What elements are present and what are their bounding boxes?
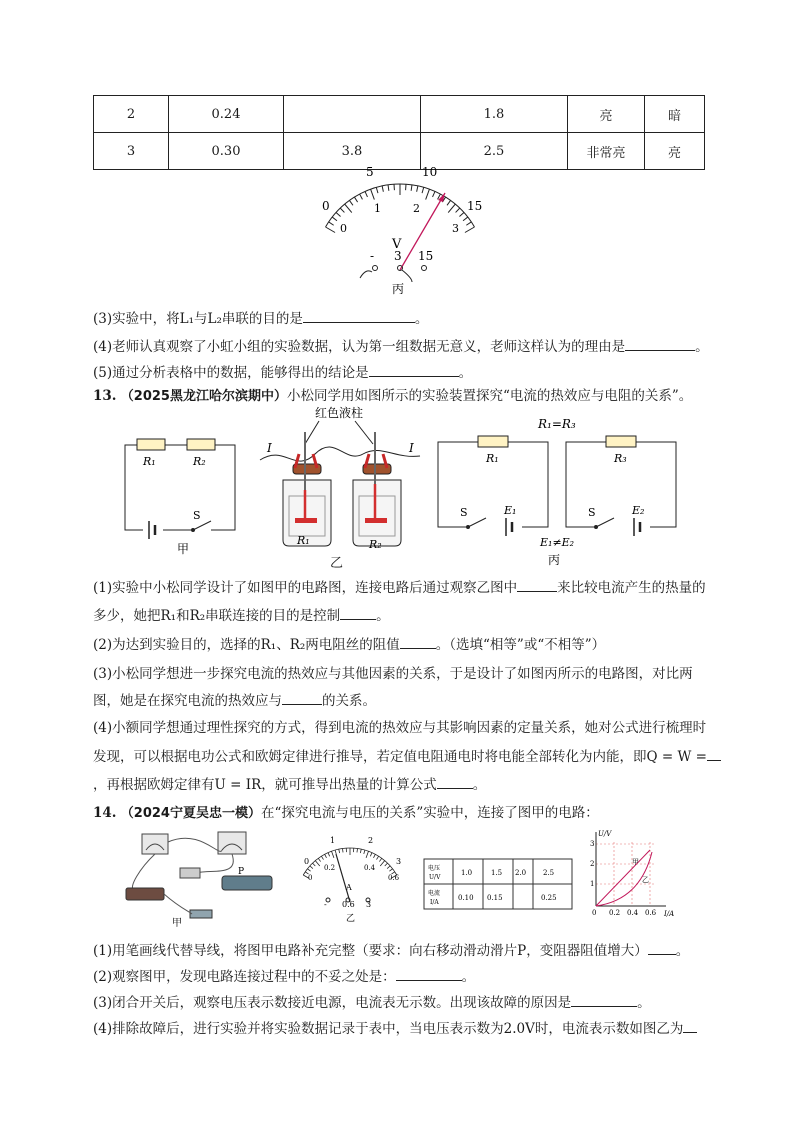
table-cell: 2.5 [543,869,555,877]
label-r3: R₃ [614,452,627,465]
scale-tick [332,851,334,858]
voltmeter-bottom-label: 3 [452,222,459,235]
terminal-icon [373,266,378,271]
ammeter-top-label: 2 [368,836,374,845]
figure-caption: 甲 [177,542,190,555]
answer-blank[interactable] [340,605,376,620]
terminal-label: - [370,249,375,263]
label-r1: R₁ [486,452,499,465]
q14-item4: (4)排除故障后，进行实验并将实验数据记录于表中，当电压表示数为2.0V时，电流表示数如图乙为 [93,1018,697,1039]
figure-caption: 丙 [548,553,561,567]
resistor-r1-icon [478,436,508,447]
scale-tick [389,869,392,871]
scale-tick [332,217,337,221]
table-cell: 亮 [568,96,645,133]
answer-blank[interactable] [517,577,557,592]
label-red-liquid: 红色液柱 [315,406,364,420]
answer-blank[interactable] [707,746,721,761]
q12-item3: (3)实验中，将L₁与L₂串联的目的是 。 [93,308,428,329]
terminal-label: 0.6 [342,900,355,909]
q14-data-table [423,858,573,910]
scale-tick [357,849,358,853]
scale-tick [463,217,468,221]
label-s: S [588,506,596,519]
scale-tick [328,853,330,857]
scale-tick [380,861,384,866]
table-cell: 1.5 [491,869,503,877]
bottle-r2-icon [353,432,401,546]
q14-stem [93,803,599,824]
wire-icon [402,270,412,282]
table-row [94,96,705,133]
label-r1: R₁ [143,455,156,468]
wire [168,838,222,851]
question-number: 14. [93,805,117,821]
current-label-right: I [409,441,414,455]
voltmeter-unit: V [392,237,402,252]
scale-tick [336,212,340,216]
scale-tick [326,227,336,233]
answer-blank[interactable] [282,690,322,705]
q13-item4: (4)小额同学想通过理性探究的方式，得到电流的热效应与其影响因素的定量关系，她对公式进行梳理时 [93,720,707,736]
resistor-r1-icon [137,439,165,450]
circuit-jia [115,425,245,555]
question-source: （2024宁夏吴忠一模） [120,806,261,821]
answer-blank[interactable] [648,940,676,955]
scale-tick [360,849,361,853]
scale-tick [411,185,412,191]
q14-item3: (3)闭合开关后，观察电压表示数接近电源，电流表无示数。出现该故障的原因是 。 [93,992,651,1013]
label-r1: R₁ [297,534,310,547]
scale-tick [342,849,343,853]
table-header: 电流 [428,890,441,897]
scale-tick [376,856,378,859]
answer-blank[interactable] [683,1018,697,1033]
scale-tick [422,187,424,193]
scale-tick [325,854,327,858]
y-tick-label: 2 [590,860,595,868]
answer-blank[interactable] [571,992,637,1007]
label-p: P [238,867,245,877]
ammeter-figure [288,832,414,924]
voltmeter-top-label: 10 [422,165,438,179]
scale-tick [354,197,357,202]
answer-blank[interactable] [369,362,459,377]
scale-tick [371,189,375,199]
table-header: U/V [429,874,441,881]
x-tick-label: 0.2 [609,909,621,917]
table-header: I/A [430,899,439,906]
figure-caption: 乙 [346,914,356,924]
table-cell: 2.5 [421,133,568,170]
table-cell: 2.0 [515,869,527,877]
terminal-label: 3 [394,249,402,263]
current-label-left: I [267,441,272,455]
table-cell [284,96,421,133]
scale-tick [366,851,368,858]
scale-tick [426,189,430,199]
table-cell: 暗 [645,96,705,133]
scale-tick [340,208,344,212]
scale-tick [465,227,475,233]
q13-item3-cont: 图，她是在探究电流的热效应与 的关系。 [93,690,376,711]
q13-item4-cont: 发现，可以根据电功公式和欧姆定律进行推导，若定值电阻通电时将电能全部转化为内能，即Q = W = [93,746,721,767]
scale-tick [370,853,372,857]
answer-blank[interactable] [303,308,415,323]
ammeter-pointer [336,854,350,902]
table-cell: 0.10 [458,894,474,902]
terminal-label: 3 [366,900,372,909]
table-header: 电压 [428,865,441,872]
scale-tick [312,863,315,866]
x-tick-label: 0.4 [627,909,639,917]
label-e1: E₁ [504,504,517,517]
wire [164,894,192,914]
resistor-r2-icon [187,439,215,450]
wire-icon [360,271,372,278]
resistor-icon [180,868,200,878]
switch-icon [190,910,212,918]
table-cell: 非常亮 [568,133,645,170]
label-r2: R₂ [369,538,382,551]
series-label-jia: 甲 [632,858,639,866]
scale-tick [345,204,352,212]
x-tick-label: 0.6 [645,909,657,917]
scale-tick [466,222,471,225]
scale-tick [382,186,383,192]
u-i-graph [580,828,680,920]
scale-tick [365,191,367,196]
answer-blank[interactable] [400,634,436,649]
scale-tick [448,204,455,212]
table-cell: 1.8 [421,96,568,133]
voltmeter-bottom-label: 1 [374,202,381,215]
scale-tick [456,208,460,212]
table-cell: 0.15 [487,894,503,902]
scale-tick [388,185,389,191]
battery-icon [126,888,164,900]
terminal-icon [422,266,427,271]
ammeter-top-label: 1 [330,836,336,845]
table-cell: 亮 [645,133,705,170]
figure-caption: 甲 [172,918,182,928]
scale-tick [433,191,435,196]
table-cell: 0.25 [541,894,557,902]
question-source: （2025黑龙江哈尔滨期中） [120,389,287,404]
x-tick-label: 0 [592,909,597,917]
scale-tick [417,186,418,192]
question-number: 13. [93,388,117,404]
ammeter-bottom-label: 0.6 [388,874,400,882]
answer-blank[interactable] [625,336,695,351]
x-axis-label: I/A [664,910,675,918]
apparatus-yi [255,404,425,554]
q14-item1: (1)用笔画线代替导线，将图甲电路补充完整（要求：向右移动滑动滑片P，变阻器阻值增大） 。 [93,940,689,961]
label-r2: R₂ [193,455,206,468]
ammeter-bottom-label: 0.2 [324,864,336,872]
label-r1-equals-r3: R₁=R₃ [538,417,576,431]
label-e2: E₂ [632,504,645,517]
table-cell: 2 [94,96,169,133]
scale-tick [321,856,323,859]
answer-blank[interactable] [437,774,473,789]
q13-item4-cont2: ，再根据欧姆定律有U = IR，就可推导出热量的计算公式 。 [93,774,486,795]
wire [132,854,155,890]
terminal-label: 15 [418,249,434,263]
scale-tick [387,866,390,869]
scale-tick [329,222,334,225]
table-cell: 1.0 [461,869,473,877]
scale-tick [335,850,336,854]
table-cell: 3 [94,133,169,170]
results-table [93,95,705,170]
question-stem: 在“探究电流与电压的关系”实验中，连接了图甲的电路： [260,805,599,821]
apparatus-jia [120,828,280,928]
y-tick-label: 3 [590,840,595,848]
figure-caption: 乙 [330,556,344,571]
y-axis-label: U/V [598,830,612,838]
terminal-label: - [324,900,327,909]
table-cell: 3.8 [284,133,421,170]
q13-item2: (2)为达到实验目的，选择的R₁、R₂两电阻丝的阻值 。（选填“相等”或“不相等”） [93,634,605,655]
y-tick-label: 1 [590,880,595,888]
bottle-r1-icon [283,432,331,546]
figure-caption: 丙 [392,282,405,296]
series-label-yi: 乙 [642,876,649,884]
scale-tick [307,869,310,871]
ammeter-bottom-label: 0.4 [364,864,376,872]
label-s: S [193,509,201,522]
ammeter-top-label: 0 [304,857,310,866]
rheostat-icon [222,876,272,890]
connecting-wire [260,447,420,461]
q14-item2: (2)观察图甲，发现电路连接过程中的不妥之处是： 。 [93,966,475,987]
scale-tick [459,212,463,216]
table-cell: 0.30 [169,133,284,170]
scale-tick [373,854,375,858]
label-e1-neq-e2: E₁≠E₂ [540,536,575,549]
resistor-r3-icon [606,436,636,447]
scale-tick [447,200,451,205]
q12-item5: (5)通过分析表格中的数据，能够得出的结论是 。 [93,362,472,383]
ammeter-unit: A [346,883,352,892]
scale-tick [315,861,319,866]
circuit-wire [125,445,235,530]
scale-tick [339,849,340,853]
scale-tick [364,850,365,854]
scale-tick [318,858,320,861]
q13-item1-cont: 多少，她把R₁和R₂串联连接的目的是控制 。 [93,605,390,626]
q12-item4: (4)老师认真观察了小虹小组的实验数据，认为第一组数据无意义，老师这样认为的理由是 。 [93,336,709,357]
circuit-bing [430,412,685,567]
ammeter-top-label: 3 [396,857,402,866]
voltmeter-top-label: 5 [366,165,374,179]
voltmeter-bottom-label: 2 [413,202,420,215]
question-stem: 小松同学用如图所示的实验装置探究“电流的热效应与电阻的关系”。 [286,388,693,404]
voltmeter-top-label: 15 [467,199,483,213]
voltmeter-top-label: 0 [322,199,330,213]
ammeter-scale [303,848,397,879]
voltmeter-bottom-label: 0 [340,222,347,235]
scale-tick [379,858,381,861]
table-cell: 0.24 [169,96,284,133]
q13-item1: (1)实验中小松同学设计了如图甲的电路图，连接电路后通过观察乙图中 来比较电流产生的热量的 [93,577,706,598]
scale-tick [360,194,363,199]
voltmeter-figure [300,160,500,300]
scale-tick [349,200,353,205]
label-s: S [460,506,468,519]
answer-blank[interactable] [396,966,462,981]
ammeter-bottom-label: 0 [308,874,313,882]
scale-tick [376,187,378,193]
scale-tick [310,866,313,869]
scale-tick [385,863,388,866]
q13-item3: (3)小松同学想进一步探究电流的热效应与其他因素的关系，于是设计了如图丙所示的电路图，对比两 [93,666,693,682]
